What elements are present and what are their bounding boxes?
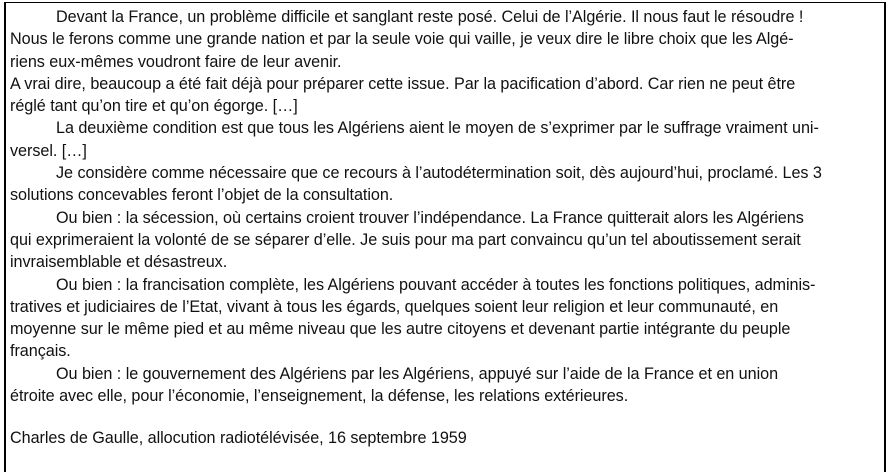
text-line: versel. […] bbox=[10, 141, 87, 160]
text-line: invraisemblable et désastreux. bbox=[10, 253, 228, 272]
document-text bbox=[10, 6, 876, 450]
text-line: solutions concevables feront l’objet de la consultation. bbox=[10, 186, 394, 205]
text-line: Ou bien : la sécession, où certains croient trouver l’indépendance. La France quitterait alors les Algériens bbox=[56, 208, 804, 227]
text-line: Je considère comme nécessaire que ce recours à l’autodétermination soit, dès aujourd’hui, proclamé. Les 3 bbox=[56, 164, 822, 183]
text-line: réglé tant qu’on tire et qu’on égorge. […] bbox=[10, 97, 298, 116]
text-line: Ou bien : le gouvernement des Algériens par les Algériens, appuyé sur l’aide de la France et en union bbox=[56, 364, 779, 383]
text-line: A vrai dire, beaucoup a été fait déjà pour préparer cette issue. Par la pacification d’abord. Car rien ne peut être bbox=[10, 74, 796, 93]
text-line: Nous le ferons comme une grande nation et par la seule voie qui vaille, je veux dire le libre choix que les Algé- bbox=[10, 30, 794, 49]
text-line: La deuxième condition est que tous les Algériens aient le moyen de s’exprimer par le suffrage vraiment uni- bbox=[56, 119, 819, 138]
text-line: français. bbox=[10, 342, 71, 361]
paragraph-spacer bbox=[10, 407, 876, 427]
source-citation: Charles de Gaulle, allocution radiotélévisée, 16 septembre 1959 bbox=[10, 429, 467, 448]
text-line: Devant la France, un problème difficile et sanglant reste posé. Celui de l’Algérie. Il nous faut le résoudre ! bbox=[56, 8, 804, 26]
text-line: riens eux-mêmes voudront faire de leur avenir. bbox=[10, 52, 342, 71]
text-line: Ou bien : la francisation complète, les Algériens pouvant accéder à toutes les fonctions politiques, adminis- bbox=[56, 275, 816, 294]
text-line: étroite avec elle, pour l’économie, l’enseignement, la défense, les relations extérieures. bbox=[10, 387, 629, 406]
text-line: tratives et judiciaires de l’Etat, vivant à tous les égards, quelques soient leur religion et leur communauté, en bbox=[10, 297, 779, 316]
text-line: moyenne sur le même pied et au même niveau que les autre citoyens et devenant partie intégrante du peuple bbox=[10, 320, 791, 339]
text-line: qui exprimeraient la volonté de se séparer d’elle. Je suis pour ma part convaincu qu’un tel aboutissement serait bbox=[10, 230, 801, 249]
